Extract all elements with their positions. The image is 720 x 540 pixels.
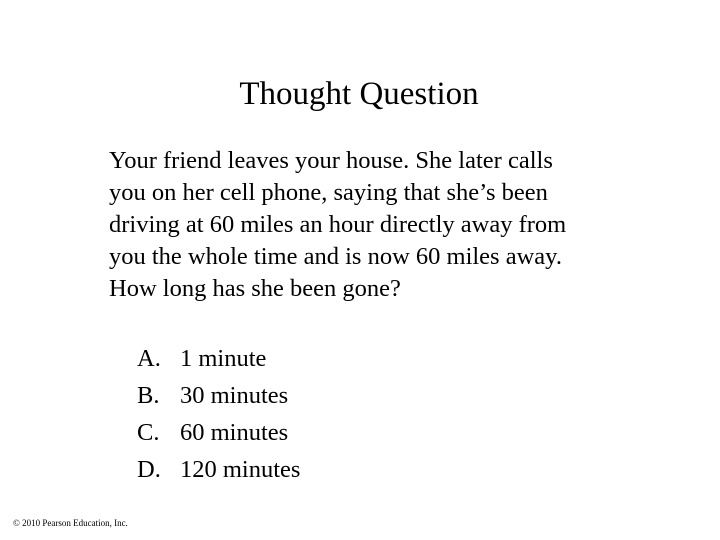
question-line: you on her cell phone, saying that she’s been xyxy=(109,179,548,206)
slide-title-text: Thought Question xyxy=(239,76,479,112)
copyright-footer: © 2010 Pearson Education, Inc. xyxy=(13,518,128,528)
answer-choice-d xyxy=(137,451,300,488)
choice-letter: C. xyxy=(137,419,160,446)
answer-choice-c xyxy=(137,414,300,451)
choice-text: 60 minutes xyxy=(180,419,289,446)
answer-choices-list xyxy=(137,340,300,488)
question-line: you the whole time and is now 60 miles away. xyxy=(109,243,562,270)
choice-text: 30 minutes xyxy=(180,382,289,409)
question-line: Your friend leaves your house. She later calls xyxy=(109,147,553,174)
question-line: driving at 60 miles an hour directly away from xyxy=(109,211,567,238)
choice-letter: B. xyxy=(137,382,160,409)
choice-letter: A. xyxy=(137,345,161,372)
answer-choice-b xyxy=(137,377,300,414)
answer-choice-a xyxy=(137,340,300,377)
question-line: How long has she been gone? xyxy=(109,275,401,302)
choice-letter: D. xyxy=(137,456,161,483)
slide-title xyxy=(0,74,720,114)
question-text xyxy=(109,145,669,305)
choice-text: 1 minute xyxy=(180,345,267,372)
choice-text: 120 minutes xyxy=(180,456,301,483)
